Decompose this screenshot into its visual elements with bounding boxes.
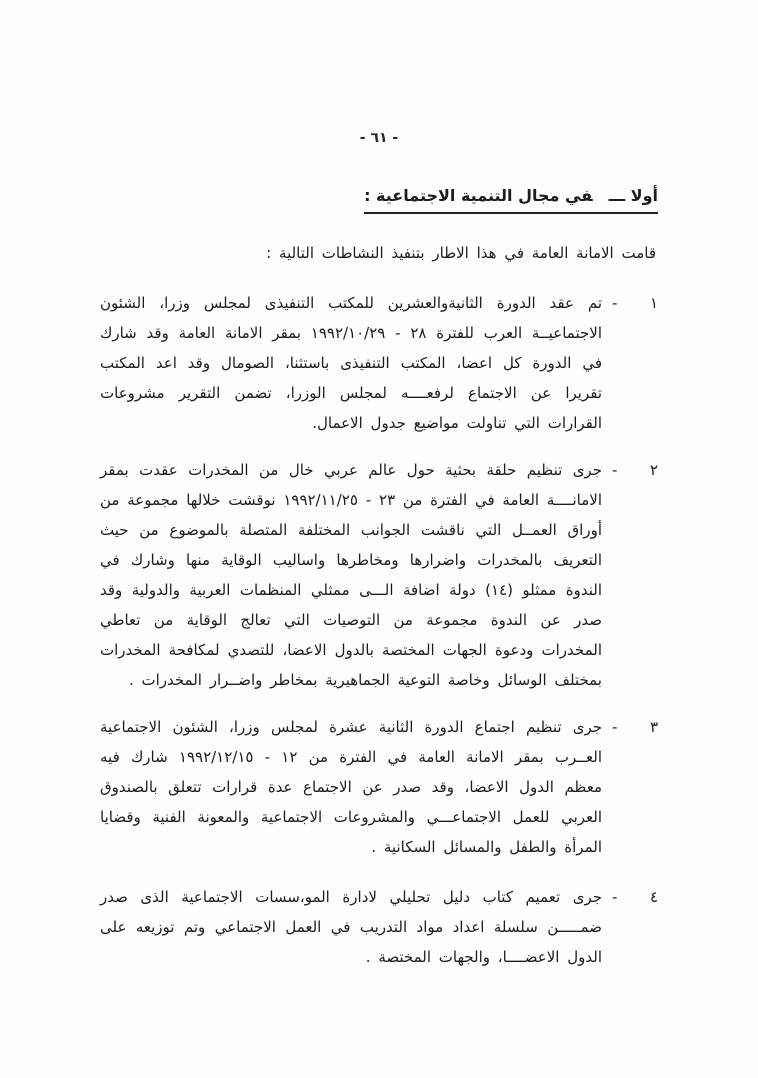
item-marker [602, 288, 658, 438]
item-text: جرى تعميم كتاب دليل تحليلي لادارة المو،سسات الاجتماعية الذى صدر ضمـــــن سلسلة اعداد مواد التدريب في العمل الاجتماعي وتم توزيعه على الدول الاعضــــا، والجهات المختصة . [100, 888, 602, 966]
item-dash: - [612, 461, 618, 479]
section-heading-row [100, 186, 658, 214]
item-text: جرى تنظيم حلقة بحثية حول عالم عربي خال من المخدرات عقدت بمقر الامانــــة العامة في الفترة من ٢٣ - ١٩٩٢/١١/٢٥ نوقشت خلالها مجموعة من أوراق العمــل التي ناقشت الجوانب المختلفة المتصلة بالموضوع من حيث التعريف بالمخدرات واضرارها ومخاطرها واساليب الوقاية منها وشارك في الندوة ممثلو (١٤) دولة اضافة الـــى ممثلي المنظمات العربية والدولية وقد صدر عن الندوة مجموعة من التوصيات التي تعالج الوقاية من تعاطي المخدرات ودعوة الجهات المختصة بالدول الاعضا، للتصدي لمكافحة المخدرات بمختلف الوسائل وخاصة التوعية الجماهيرية بمخاطر واضــرار المخدرات . [100, 461, 603, 689]
list-item [100, 288, 658, 438]
list-item [100, 455, 658, 695]
item-number: ٢ [649, 461, 658, 479]
section-heading-prefix: أولا ـــ [608, 186, 658, 205]
item-marker [602, 712, 658, 862]
item-marker [602, 455, 658, 695]
page-number: - ٦١ - [359, 130, 399, 146]
list-item [100, 712, 658, 862]
item-dash: - [612, 294, 618, 312]
item-number: ٤ [649, 888, 658, 906]
intro-paragraph: قامت الامانة العامة في هذا الاطار بتنفيذ النشاطات التالية : [266, 244, 656, 262]
document-content [100, 186, 658, 989]
item-text: جرى تنظيم اجتماع الدورة الثانية عشرة لمجلس وزرا، الشئون الاجتماعية العــرب بمقر الامانة العامة في الفترة من ١٢ - ١٩٩٢/١٢/١٥ شارك فيه معظم الدول الاعضا، وقد صدر عن الاجتماع عدة قرارات تتعلق بالصندوق العربي للعمل الاجتماعـــي والمشروعات الاجتماعية والمعونة الفنية وقضايا المرأة والطفل والمسائل السكانية . [100, 718, 603, 856]
item-dash: - [612, 718, 618, 736]
item-number: ١ [649, 294, 658, 312]
item-dash: - [612, 888, 618, 906]
numbered-list [100, 288, 658, 972]
item-number: ٣ [649, 718, 658, 736]
item-text: تم عقد الدورة الثانيةوالعشرين للمكتب التنفيذى لمجلس وزرا، الشئون الاجتماعيــة العرب للفترة ٢٨ - ١٩٩٢/١٠/٢٩ بمقر الامانة العامة وقد شارك في الدورة كل اعضا، المكتب التنفيذى باستثنا، الصومال وقد اعد المكتب تقريرا عن الاجتماع لرفعــــه لمجلس الوزرا، تضمن التقرير مشروعات القرارات التي تناولت مواضيع جدول الاعمال. [100, 294, 602, 432]
section-heading-label: في مجال التنمية الاجتماعية : [364, 186, 593, 205]
list-item [100, 882, 658, 972]
item-marker [602, 882, 658, 972]
section-heading [364, 186, 658, 214]
